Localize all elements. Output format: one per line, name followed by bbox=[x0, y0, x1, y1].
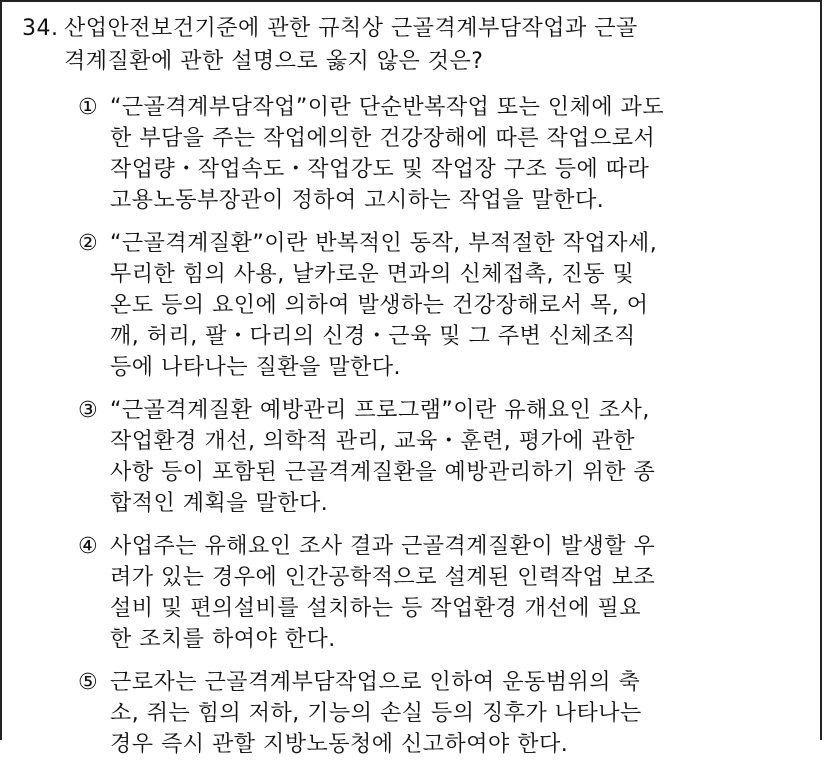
option-marker: ④ bbox=[78, 534, 99, 559]
option-text: 사업주는 유해요인 조사 결과 근골격계질환이 발생할 우 려가 있는 경우에 인간공학적으로 설계된 인력작업 보조 설비 및 편의설비를 설치하는 등 작업환경 개선에 필요 한 조치를 하여야 한다. bbox=[110, 534, 656, 652]
question-stem bbox=[22, 12, 802, 78]
option-marker: ⑤ bbox=[78, 670, 99, 695]
answer-option-4[interactable] bbox=[78, 531, 802, 655]
option-text: 근로자는 근골격계부담작업으로 인하여 운동범위의 축 소, 쥐는 힘의 저하, 기능의 손실 등의 징후가 나타나는 경우 즉시 관할 지방노동청에 신고하여야 한다. bbox=[110, 670, 642, 757]
question-number: 34. bbox=[22, 16, 59, 41]
option-marker: ③ bbox=[78, 398, 99, 423]
option-text: “근골격계부담작업”이란 단순반복작업 또는 인체에 과도 한 부담을 주는 작업에의한 건강장해에 따른 작업으로서 작업량・작업속도・작업강도 및 작업장 구조 등에 따라 고용노동부장관이 정하여 고시하는 작업을 말한다. bbox=[110, 95, 665, 213]
answer-option-2[interactable] bbox=[78, 228, 802, 383]
option-text: “근골격계질환 예방관리 프로그램”이란 유해요인 조사, 작업환경 개선, 의학적 관리, 교육・훈련, 평가에 관한 사항 등이 포함된 근골격계질환을 예방관리하기 위한 종 합적인 계획을 말한다. bbox=[110, 398, 656, 516]
answer-option-5[interactable] bbox=[78, 667, 802, 760]
answer-option-1[interactable] bbox=[78, 92, 802, 216]
option-marker: ② bbox=[78, 231, 99, 256]
question-block bbox=[22, 12, 802, 772]
option-text: “근골격계질환”이란 반복적인 동작, 부적절한 작업자세, 무리한 힘의 사용, 날카로운 면과의 신체접촉, 진동 및 온도 등의 요인에 의하여 발생하는 건강장해로서 목, 어 깨, 허리, 팔・다리의 신경・근육 및 그 주변 신체조직 등에 나타나는 질환을 말한다. bbox=[110, 231, 658, 380]
question-text: 산업안전보건기준에 관한 규칙상 근골격계부담작업과 근골 격계질환에 관한 설명으로 옳지 않은 것은? bbox=[64, 16, 638, 74]
answer-options bbox=[22, 92, 802, 760]
answer-option-3[interactable] bbox=[78, 395, 802, 519]
option-marker: ① bbox=[78, 95, 99, 120]
